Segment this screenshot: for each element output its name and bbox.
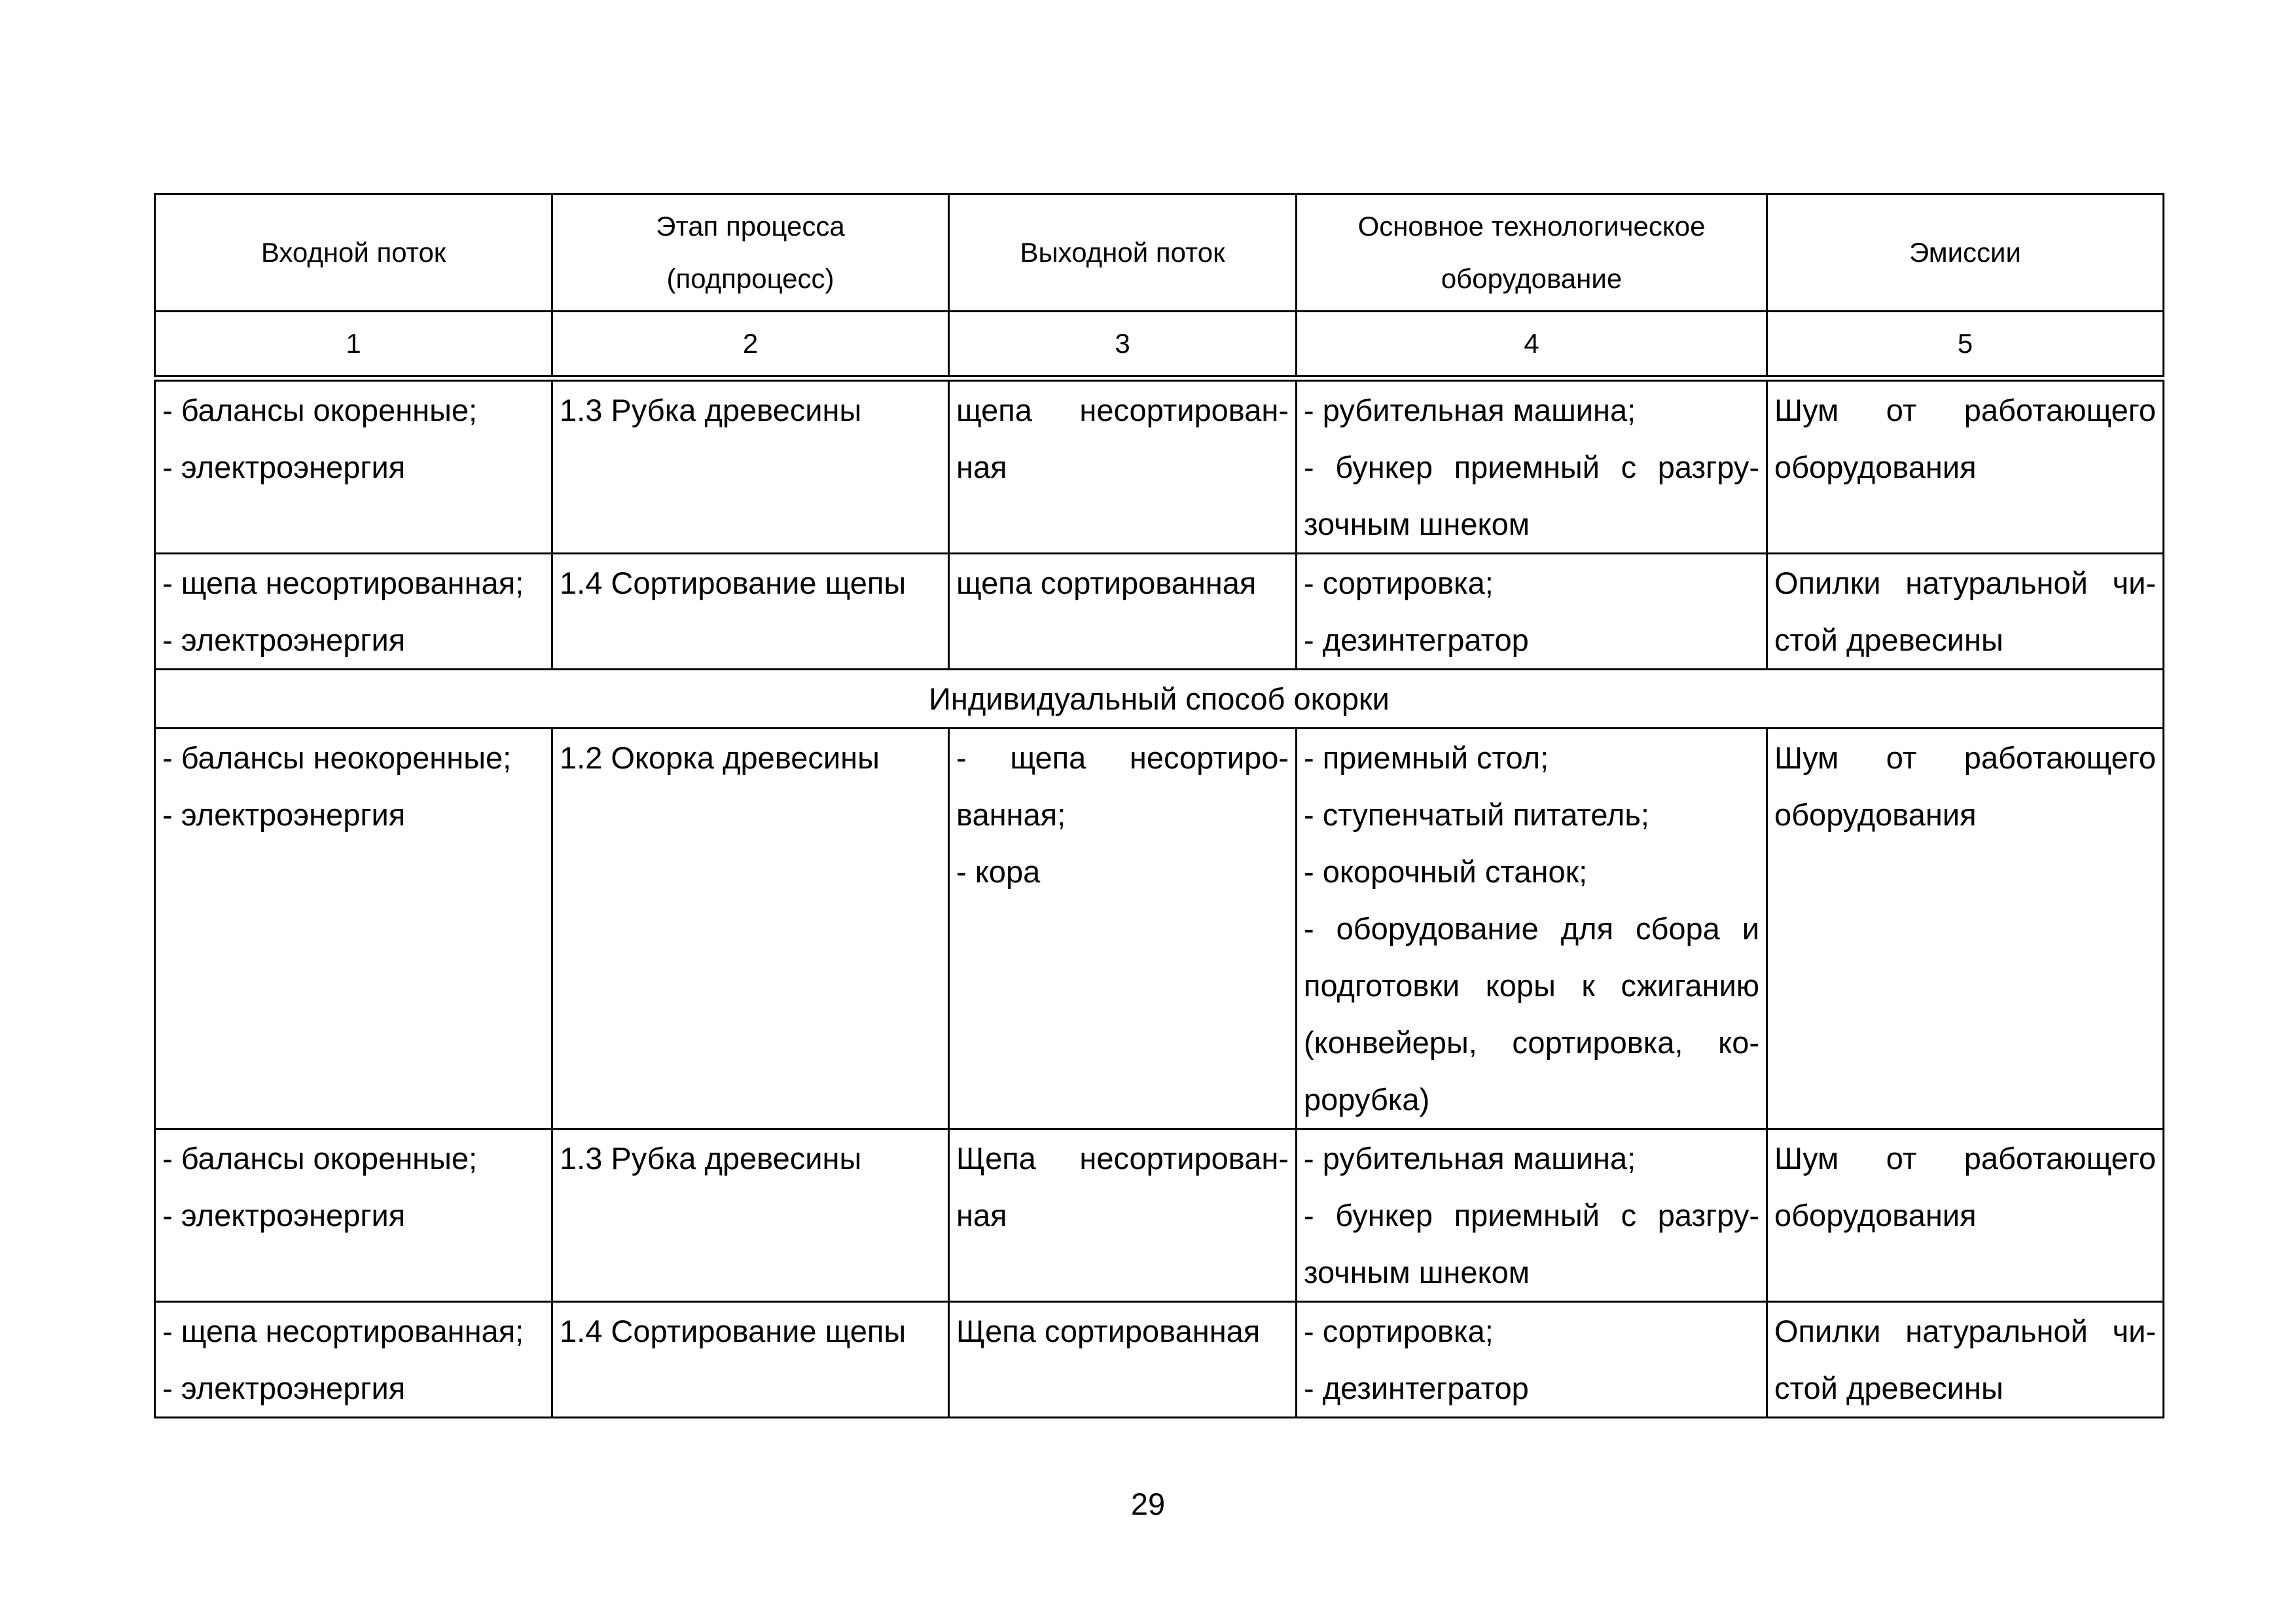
table-row [155,378,2164,554]
header-row [155,194,2164,312]
cell-line: стой древесины [1774,1371,2003,1405]
cell-line: - балансы неокоренные; [162,740,512,775]
cell-line: - балансы окоренные; [162,393,478,427]
cell-line: зочным шнеком [1304,1255,1530,1290]
cell-line: 1.4 Сортирование щепы [560,566,906,600]
cell-output [949,378,1297,554]
column-number: 3 [949,312,1297,379]
cell-line: - электроэнергия [162,1371,406,1405]
cell-line: - ступенчатый питатель; [1304,797,1649,832]
cell-stage [552,1129,949,1302]
cell-output [949,729,1297,1129]
cell-line: - сортировка; [1304,566,1494,600]
cell-line: 1.2 Окорка древесины [560,740,880,775]
cell-line: - кора [956,854,1041,889]
cell-line: оборудования [1774,1198,1977,1233]
cell-emissions [1767,1302,2164,1418]
section-row [155,670,2164,729]
cell-emissions [1767,729,2164,1129]
header-equipment [1297,194,1767,312]
header-process-stage-line: (подпроцесс) [666,263,834,294]
cell-line: ная [956,450,1007,484]
cell-line: - сортировка; [1304,1314,1494,1348]
cell-line: Шум от работающего [1774,393,2156,427]
cell-emissions [1767,1129,2164,1302]
column-number: 5 [1767,312,2164,379]
cell-input [155,554,552,670]
page-number: 29 [1130,1487,1166,1521]
cell-equipment [1297,729,1767,1129]
table-row [155,729,2164,1129]
cell-line: - рубительная машина; [1304,1141,1636,1176]
cell-line: Шум от работающего [1774,1141,2156,1176]
cell-line: - электроэнергия [162,1198,406,1233]
cell-stage [552,554,949,670]
cell-line: - дезинтегратор [1304,623,1529,657]
cell-line: подготовки коры к сжиганию [1304,968,1759,1003]
header-process-stage-line: Этап процесса [656,211,845,242]
cell-line: 1.3 Рубка древесины [560,1141,862,1176]
process-table [154,193,2164,1418]
cell-line: 1.4 Сортирование щепы [560,1314,906,1348]
cell-line: - щепа несортированная; [162,566,524,600]
cell-emissions [1767,554,2164,670]
column-number: 1 [155,312,552,379]
cell-line: ная [956,1198,1007,1233]
cell-line: рорубка) [1304,1082,1430,1117]
header-equipment-line: Основное технологическое [1357,211,1706,242]
cell-line: 1.3 Рубка древесины [560,393,862,427]
cell-line: щепа сортированная [956,566,1257,600]
cell-line: (конвейеры, сортировка, ко- [1304,1025,1759,1060]
header-process-stage [552,194,949,312]
cell-line: - электроэнергия [162,450,406,484]
cell-line: - щепа несортиро- [956,740,1289,775]
column-number-row [155,312,2164,379]
table-row [155,1129,2164,1302]
cell-line: Шум от работающего [1774,740,2156,775]
table-row [155,554,2164,670]
cell-line: - дезинтегратор [1304,1371,1529,1405]
cell-equipment [1297,378,1767,554]
cell-line: - бункер приемный с разгру- [1304,450,1759,484]
cell-line: оборудования [1774,450,1977,484]
section-title: Индивидуальный способ окорки [155,670,2164,729]
cell-line: оборудования [1774,797,1977,832]
cell-output [949,1129,1297,1302]
cell-line: - окорочный станок; [1304,854,1588,889]
cell-input [155,378,552,554]
cell-line: Щепа несортирован- [956,1141,1289,1176]
cell-line: ванная; [956,797,1066,832]
cell-output [949,554,1297,670]
cell-line: - оборудование для сбора и [1304,911,1759,946]
column-number: 4 [1297,312,1767,379]
cell-line: Опилки натуральной чи- [1774,1314,2156,1348]
header-input-flow: Входной поток [155,194,552,312]
table-row [155,1302,2164,1418]
cell-input [155,1302,552,1418]
cell-line: - щепа несортированная; [162,1314,524,1348]
cell-stage [552,378,949,554]
cell-line: Щепа сортированная [956,1314,1261,1348]
cell-line: зочным шнеком [1304,507,1530,541]
cell-line: Опилки натуральной чи- [1774,566,2156,600]
cell-line: - балансы окоренные; [162,1141,478,1176]
cell-equipment [1297,554,1767,670]
header-output-flow: Выходной поток [949,194,1297,312]
cell-output [949,1302,1297,1418]
cell-line: - электроэнергия [162,797,406,832]
cell-line: щепа несортирован- [956,393,1289,427]
header-equipment-line: оборудование [1441,263,1623,294]
cell-input [155,1129,552,1302]
cell-line: - электроэнергия [162,623,406,657]
header-emissions: Эмиссии [1767,194,2164,312]
cell-line: - приемный стол; [1304,740,1549,775]
cell-input [155,729,552,1129]
column-number: 2 [552,312,949,379]
cell-line: - рубительная машина; [1304,393,1636,427]
cell-line: стой древесины [1774,623,2003,657]
cell-equipment [1297,1129,1767,1302]
cell-line: - бункер приемный с разгру- [1304,1198,1759,1233]
cell-equipment [1297,1302,1767,1418]
cell-stage [552,1302,949,1418]
cell-stage [552,729,949,1129]
cell-emissions [1767,378,2164,554]
